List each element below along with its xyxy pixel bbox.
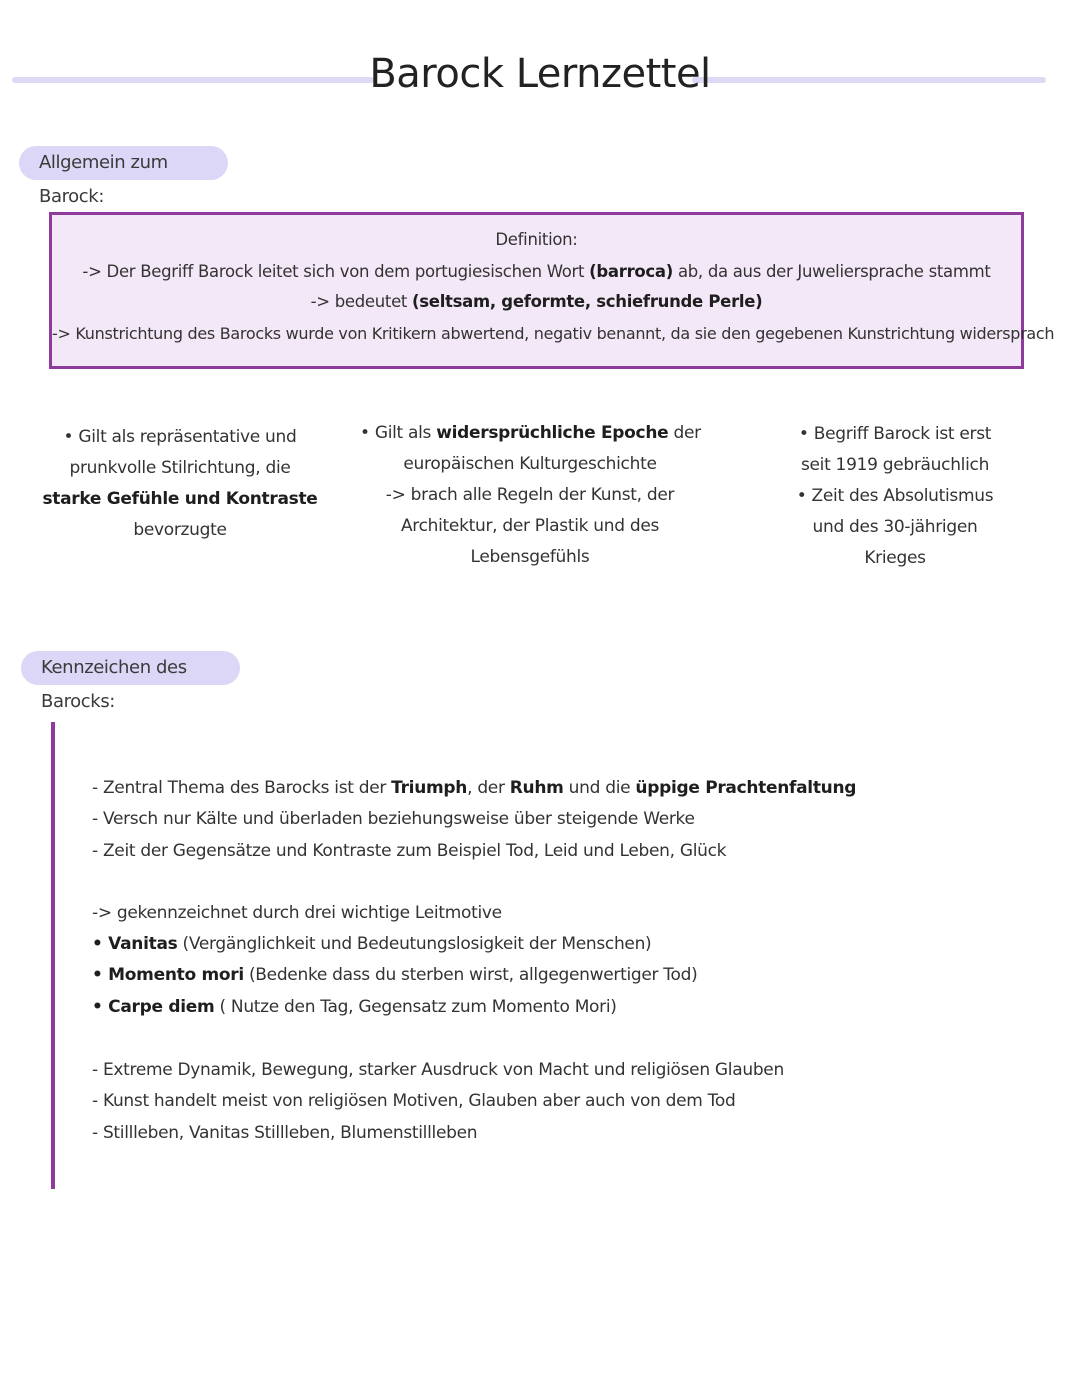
definition-line-2	[52, 290, 1021, 314]
middle-line-1-post: der	[668, 423, 701, 443]
feature-line-2: - Versch nur Kälte und überladen beziehungsweise über steigende Werke	[92, 809, 695, 829]
definition-term-barroca: (barroca)	[589, 262, 673, 281]
feature-1-triumph: Triumph	[391, 778, 468, 798]
leitmotiv-momento-mori: • Momento mori	[92, 965, 244, 985]
feature-line-5	[92, 929, 651, 960]
left-line-3-bold: starke Gefühle und Kontraste	[42, 489, 318, 509]
left-line-2: prunkvolle Stilrichtung, die	[69, 458, 291, 478]
middle-line-4: Architektur, der Plastik und des	[400, 516, 660, 536]
feature-6-post: (Bedenke dass du sterben wirst, allgegenwertiger Tod)	[243, 965, 698, 985]
right-line-4: und des 30-jährigen	[812, 517, 978, 537]
leitmotiv-vanitas: • Vanitas	[92, 934, 178, 954]
middle-line-5: Lebensgefühls	[470, 547, 590, 567]
definition-line-3: -> Kunstrichtung des Barocks wurde von Kritikern abwertend, negativ benannt, da sie den gegebenen Kunstrichtung widersprach	[52, 324, 1055, 343]
definition-heading: Definition:	[495, 230, 578, 249]
right-line-5: Krieges	[864, 548, 926, 568]
feature-1-pre: - Zentral Thema des Barocks ist der	[92, 778, 392, 798]
middle-line-1-pre: • Gilt als	[360, 423, 437, 443]
info-column-right	[780, 419, 1010, 574]
feature-line-3: - Zeit der Gegensätze und Kontraste zum Beispiel Tod, Leid und Leben, Glück	[92, 841, 727, 861]
feature-line-1	[92, 773, 856, 804]
leitmotiv-carpe-diem: • Carpe diem	[92, 997, 215, 1017]
feature-1-mid2: und die	[563, 778, 636, 798]
feature-1-ruhm: Ruhm	[509, 778, 564, 798]
feature-1-pracht: üppige Prachtenfaltung	[635, 778, 857, 798]
feature-7-post: ( Nutze den Tag, Gegensatz zum Momento Mori)	[214, 997, 617, 1017]
right-line-3: • Zeit des Absolutismus	[796, 486, 994, 506]
definition-line-1	[52, 260, 1021, 284]
left-line-1: • Gilt als repräsentative und	[63, 427, 297, 447]
feature-5-post: (Vergänglichkeit und Bedeutungslosigkeit der Menschen)	[177, 934, 652, 954]
right-line-2: seit 1919 gebräuchlich	[800, 455, 990, 475]
left-line-4: bevorzugte	[133, 520, 227, 540]
feature-line-4: -> gekennzeichnet durch drei wichtige Leitmotive	[92, 903, 502, 923]
feature-line-6	[92, 960, 697, 991]
page-title: Barock Lernzettel	[369, 51, 711, 97]
middle-line-3: -> brach alle Regeln der Kunst, der	[385, 485, 675, 505]
info-column-middle	[360, 418, 700, 573]
middle-line-1	[360, 418, 700, 449]
feature-line-10: - Stillleben, Vanitas Stillleben, Blumenstillleben	[92, 1123, 478, 1143]
definition-meaning: (seltsam, geformte, schiefrunde Perle)	[412, 292, 763, 311]
definition-box	[49, 212, 1055, 369]
section-label-general: Allgemein zum Barock:	[19, 146, 228, 180]
feature-line-8: - Extreme Dynamik, Bewegung, starker Ausdruck von Macht und religiösen Glauben	[92, 1060, 784, 1080]
section-label-features: Kennzeichen des Barocks:	[21, 651, 240, 685]
feature-1-mid1: , der	[467, 778, 510, 798]
middle-line-1-bold: widersprüchliche Epoche	[436, 423, 669, 443]
left-line-3	[40, 484, 320, 515]
features-accent-bar	[51, 722, 55, 1189]
definition-line-1-pre: -> Der Begriff Barock leitet sich von dem portugiesischen Wort	[82, 262, 590, 281]
feature-line-9: - Kunst handelt meist von religiösen Motiven, Glauben aber auch von dem Tod	[92, 1091, 736, 1111]
feature-line-7	[92, 992, 617, 1023]
definition-line-1-post: ab, da aus der Juweliersprache stammt	[673, 262, 991, 281]
definition-line-2-pre: -> bedeutet	[310, 292, 413, 311]
middle-line-2: europäischen Kulturgeschichte	[403, 454, 657, 474]
right-line-1: • Begriff Barock ist erst	[798, 424, 992, 444]
info-column-left	[40, 422, 320, 546]
